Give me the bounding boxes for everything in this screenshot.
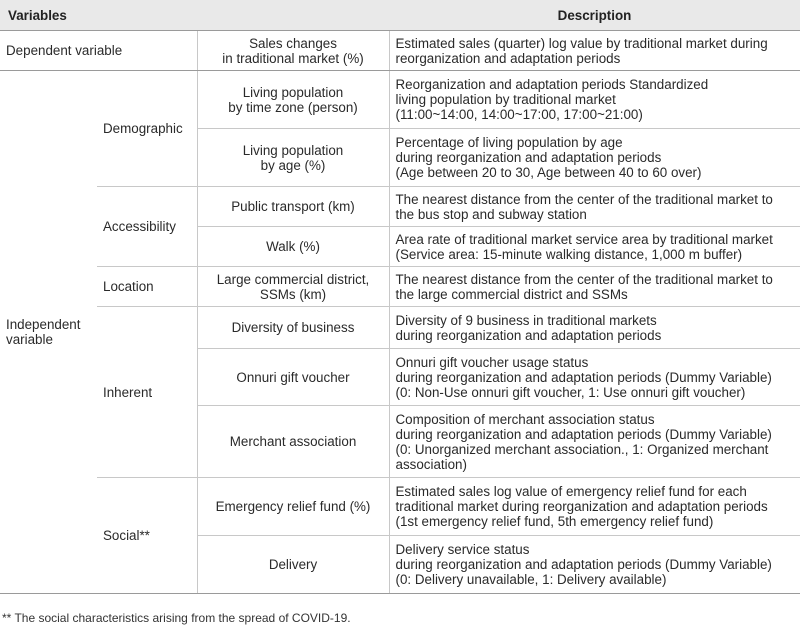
variable-cell [197, 71, 389, 129]
variable-cell [197, 187, 389, 227]
text-line: Walk (%) [266, 239, 320, 254]
text-line: (0: Unorganized merchant association., 1: Organized merchant [395, 441, 769, 457]
text-line: Public transport (km) [231, 199, 355, 214]
text-line: Delivery service status [395, 542, 530, 557]
text-line: Living population [242, 142, 344, 158]
variable-cell [197, 406, 389, 478]
text-line: Sales changes [249, 35, 337, 51]
text-line: (11:00~14:00, 14:00~17:00, 17:00~21:00) [395, 107, 643, 122]
text-line: Area rate of traditional market service area by traditional market [395, 231, 773, 247]
text-line: living population by traditional market [395, 92, 616, 107]
header-row [0, 0, 800, 31]
description-cell [389, 349, 800, 406]
group-demographic: Demographic [97, 71, 197, 187]
text-line: during reorganization and adaptation periods (Dummy Variable) [395, 557, 772, 572]
text-line: Reorganization and adaptation periods Standardized [395, 77, 709, 92]
description-cell [389, 478, 800, 536]
variable-cell [197, 536, 389, 594]
variable-cell [197, 307, 389, 349]
description-cell [389, 129, 800, 187]
footnote: ** The social characteristics arising from the spread of COVID-19. [2, 611, 351, 625]
text-line: by time zone (person) [228, 99, 358, 115]
text-line: Delivery [268, 557, 318, 572]
variable-cell [197, 478, 389, 536]
text-line: Onnuri gift voucher [236, 369, 350, 385]
variable-cell [197, 349, 389, 406]
text-line: by age (%) [260, 157, 326, 173]
text-line: Percentage of living population by age [395, 135, 623, 150]
text-line: association) [395, 456, 467, 472]
independent-label [0, 71, 97, 594]
table-row [0, 71, 800, 129]
header-description: Description [389, 0, 800, 31]
group-location: Location [97, 267, 197, 307]
text-line: (0: Non-Use onnuri gift voucher, 1: Use onnuri gift voucher) [395, 384, 746, 400]
text-line: Merchant association [229, 434, 357, 449]
text-line: Onnuri gift voucher usage status [395, 354, 589, 370]
text-line: Diversity of 9 business in traditional markets [395, 312, 657, 328]
text-line: (Service area: 15-minute walking distance, 1,000 m buffer) [395, 246, 743, 262]
dependent-description [389, 31, 800, 71]
group-accessibility: Accessibility [97, 187, 197, 267]
description-cell [389, 406, 800, 478]
description-cell [389, 71, 800, 129]
description-cell [389, 227, 800, 267]
description-cell [389, 536, 800, 594]
table-row [0, 267, 800, 307]
dependent-label: Dependent variable [0, 31, 197, 71]
dependent-variable [197, 31, 389, 71]
text-line: the large commercial district and SSMs [395, 286, 628, 302]
text-line: the bus stop and subway station [395, 206, 587, 222]
text-line: traditional market during reorganization and adaptation periods [395, 499, 768, 514]
text-line: Diversity of business [231, 320, 355, 335]
variable-cell [197, 227, 389, 267]
text-line: Independent [6, 317, 81, 332]
text-line: variable [6, 332, 53, 347]
group-social: Social** [97, 478, 197, 594]
variable-cell [197, 267, 389, 307]
description-cell [389, 267, 800, 307]
text-line: Estimated sales (quarter) log value by traditional market during [395, 35, 768, 51]
table-row [0, 307, 800, 349]
text-line: during reorganization and adaptation periods (Dummy Variable) [395, 369, 772, 385]
text-line: during reorganization and adaptation periods (Dummy Variable) [395, 426, 772, 442]
text-line: (1st emergency relief fund, 5th emergency relief fund) [395, 514, 714, 529]
group-inherent: Inherent [97, 307, 197, 478]
text-line: during reorganization and adaptation periods [395, 150, 662, 165]
table-row [0, 478, 800, 536]
text-line: in traditional market (%) [222, 50, 364, 66]
table-row [0, 187, 800, 227]
variable-cell [197, 129, 389, 187]
text-line: Composition of merchant association status [395, 411, 655, 427]
text-line: The nearest distance from the center of the traditional market to [395, 271, 773, 287]
description-cell [389, 187, 800, 227]
text-line: Large commercial district, [216, 271, 370, 287]
description-cell [389, 307, 800, 349]
text-line: The nearest distance from the center of the traditional market to [395, 191, 773, 207]
text-line: Estimated sales log value of emergency relief fund for each [395, 484, 747, 499]
table-row-dependent [0, 31, 800, 71]
text-line: SSMs (km) [259, 286, 327, 302]
header-variables: Variables [0, 0, 389, 31]
text-line: Living population [242, 84, 344, 100]
text-line: reorganization and adaptation periods [395, 50, 621, 66]
text-line: Emergency relief fund (%) [215, 499, 371, 514]
text-line: (0: Delivery unavailable, 1: Delivery available) [395, 572, 667, 587]
text-line: (Age between 20 to 30, Age between 40 to 60 over) [395, 165, 702, 180]
text-line: during reorganization and adaptation periods [395, 327, 662, 343]
